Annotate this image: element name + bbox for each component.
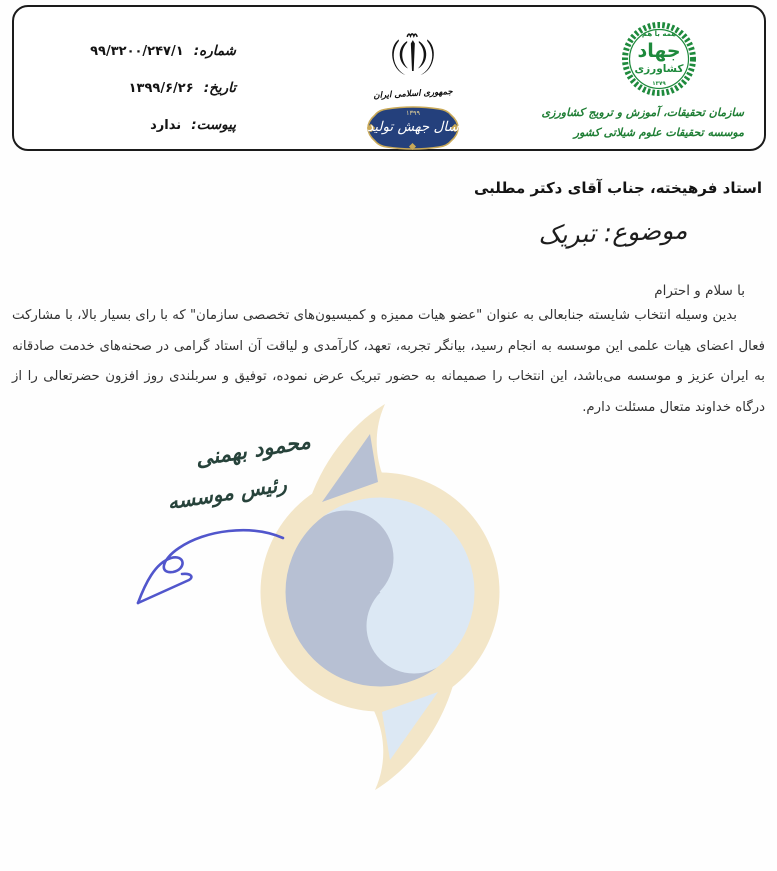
meta-number-row	[44, 31, 236, 68]
iran-emblem-icon	[388, 29, 438, 83]
handwritten-signature	[133, 518, 298, 610]
jihad-agriculture-logo	[619, 19, 699, 99]
date-value: ۱۳۹۹/۶/۲۶	[128, 81, 194, 96]
org-wreath-year: ۱۳۷۹	[652, 81, 666, 87]
meta-attachment-row	[44, 105, 236, 142]
org-slogan: همه با هم	[641, 30, 677, 38]
attachment-label: پیوست:	[191, 117, 236, 133]
subject-line: موضوع: تبریک	[537, 215, 688, 250]
number-label: شماره:	[193, 43, 236, 59]
badge-slogan: سال جهش تولید	[367, 119, 459, 135]
letterhead-box	[12, 5, 766, 151]
org-logo-block	[541, 17, 744, 139]
org-name-main: جهاد	[637, 40, 681, 62]
recipient-line: استاد فرهیخته، جناب آقای دکتر مطلبی	[473, 179, 762, 197]
letter-body: بدین وسیله انتخاب شایسته جنابعالی به عنوان "عضو هیات ممیزه و کمیسیون‌های تخصصی سازمان" که با رای بسیار بالا، با مشارکت فعال اعضای هیات علمی این موسسه به انجام رسید، بیانگر تجربه، تعهد، کارآمدی و لیاقت آن استاد گرامی در صحنه‌های خدمت صادقانه به ایران عزیز و موسسه می‌باشد، این انتخاب را صمیمانه به حضور تبریک عرض نموده، توفیق و سربلندی روز افزون حضرتعالی را از درگاه خداوند متعال مسئلت دارم.	[12, 308, 765, 415]
salutation-line: با سلام و احترام	[654, 283, 745, 299]
number-value: ۹۹/۳۲۰۰/۲۴۷/۱	[90, 44, 184, 59]
parent-org-name: سازمان تحقیقات، آموزش و ترویج کشاورزی	[541, 106, 744, 119]
attachment-value: ندارد	[150, 118, 182, 133]
date-label: تاریخ:	[203, 80, 236, 96]
org-name-sub: کشاورزی	[634, 63, 684, 75]
signer-name: محمود بهمنی	[193, 429, 313, 471]
country-name: جمهوری اسلامی ایران	[373, 86, 453, 102]
year-slogan-badge	[367, 105, 459, 151]
institute-name: موسسه تحقیقات علوم شیلاتی کشور	[573, 126, 744, 139]
letter-meta	[44, 31, 236, 142]
meta-date-row	[44, 68, 236, 105]
signer-title: رئیس موسسه	[165, 471, 289, 515]
badge-year: ۱۳۹۹	[406, 109, 420, 117]
national-emblem-block	[350, 29, 476, 151]
